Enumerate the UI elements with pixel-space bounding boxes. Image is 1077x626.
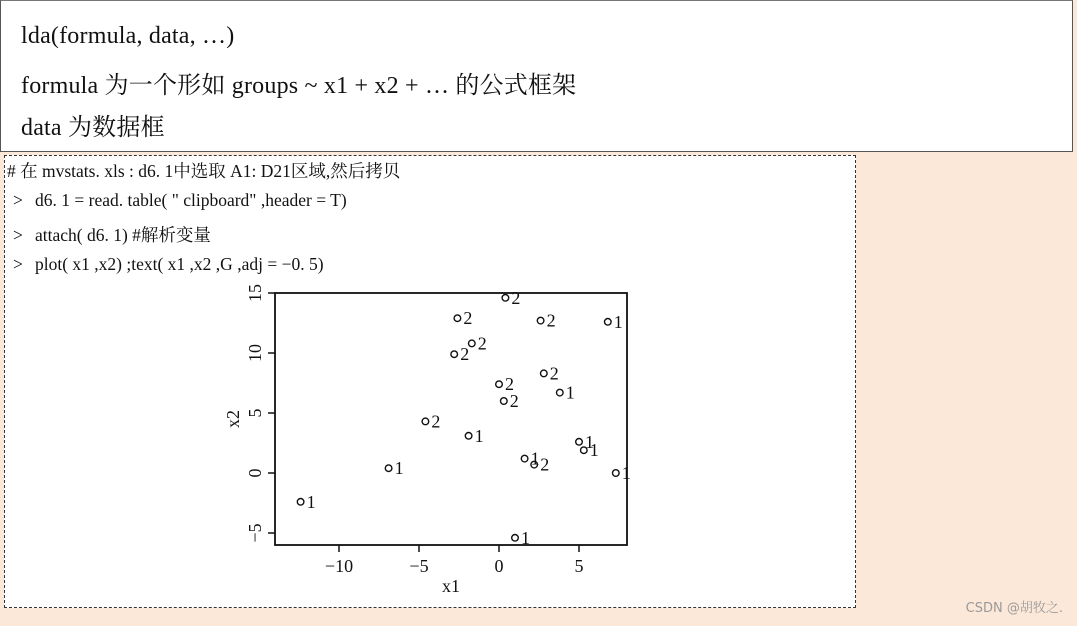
x-tick-label: 5 — [574, 556, 584, 576]
formula-description: formula 为一个形如 groups ~ x1 + x2 + … 的公式框架 — [21, 73, 577, 99]
scatter-point — [502, 295, 509, 302]
scatter-plot — [5, 156, 853, 605]
point-group-label: 2 — [431, 411, 441, 432]
y-tick-label: −5 — [245, 523, 265, 543]
code-text: attach( d6. 1) #解析变量 — [35, 225, 211, 245]
point-group-label: 1 — [306, 491, 316, 512]
point-group-label: 2 — [540, 454, 550, 475]
x-axis-label: x1 — [442, 576, 460, 596]
lda-signature: lda(formula, data, …) — [21, 23, 235, 49]
point-group-label: 1 — [613, 311, 623, 332]
scatter-point — [521, 455, 528, 462]
point-group-label: 1 — [530, 448, 540, 469]
y-tick-label: 15 — [245, 284, 265, 302]
x-tick-label: 0 — [494, 556, 504, 576]
code-comment: # 在 mvstats. xls : d6. 1中选取 A1: D21区域,然后拷贝 — [7, 161, 401, 181]
scatter-point — [422, 418, 429, 425]
point-group-label: 2 — [509, 391, 519, 411]
scatter-point — [385, 465, 392, 472]
data-points — [297, 288, 630, 548]
watermark: CSDN @胡牧之. — [965, 601, 1063, 616]
r-prompt: > — [13, 225, 23, 245]
scatter-point — [297, 499, 304, 506]
scatter-point — [557, 389, 564, 396]
x-axis — [325, 545, 584, 576]
point-group-label: 2 — [460, 344, 470, 365]
r-prompt: > — [13, 254, 23, 274]
point-group-label: 2 — [505, 374, 514, 395]
code-text: plot( x1 ,x2) ;text( x1 ,x2 ,G ,adj = −0. 5) — [35, 254, 324, 274]
plot-frame — [275, 293, 627, 545]
scatter-point — [576, 439, 583, 446]
y-tick-label: 5 — [245, 408, 265, 418]
data-description: data 为数据框 — [21, 115, 165, 141]
point-group-label: 2 — [546, 310, 556, 331]
r-prompt: > — [13, 190, 23, 210]
function-description-box — [0, 0, 1073, 152]
point-group-label: 2 — [549, 363, 559, 384]
scatter-point — [605, 319, 612, 326]
scatter-point — [454, 315, 461, 322]
point-group-label: 1 — [589, 440, 599, 461]
scatter-point — [501, 398, 508, 405]
point-group-label: 1 — [585, 431, 594, 452]
point-group-label: 2 — [477, 333, 487, 354]
scatter-point — [512, 535, 519, 542]
point-group-label: 1 — [521, 527, 530, 548]
point-group-label: 1 — [394, 458, 404, 479]
r-code-example-box — [4, 155, 856, 608]
y-axis-label: x2 — [223, 410, 243, 428]
x-tick-label: −5 — [409, 556, 429, 576]
point-group-label: 1 — [474, 425, 484, 446]
scatter-point — [451, 351, 458, 358]
x-tick-label: −10 — [324, 556, 354, 576]
point-group-label: 2 — [463, 308, 473, 329]
point-group-label: 2 — [511, 287, 521, 308]
point-group-label: 1 — [565, 382, 575, 403]
scatter-point — [613, 470, 620, 477]
y-axis — [245, 284, 275, 543]
y-tick-label: 10 — [245, 344, 265, 362]
scatter-point — [541, 370, 548, 377]
scatter-point — [537, 317, 544, 324]
point-group-label: 1 — [621, 463, 631, 483]
scatter-point — [465, 433, 472, 440]
scatter-point — [496, 381, 503, 388]
scatter-point — [469, 340, 476, 347]
code-text: d6. 1 = read. table( " clipboard" ,header = T) — [35, 190, 347, 210]
y-tick-label: 0 — [245, 468, 265, 478]
